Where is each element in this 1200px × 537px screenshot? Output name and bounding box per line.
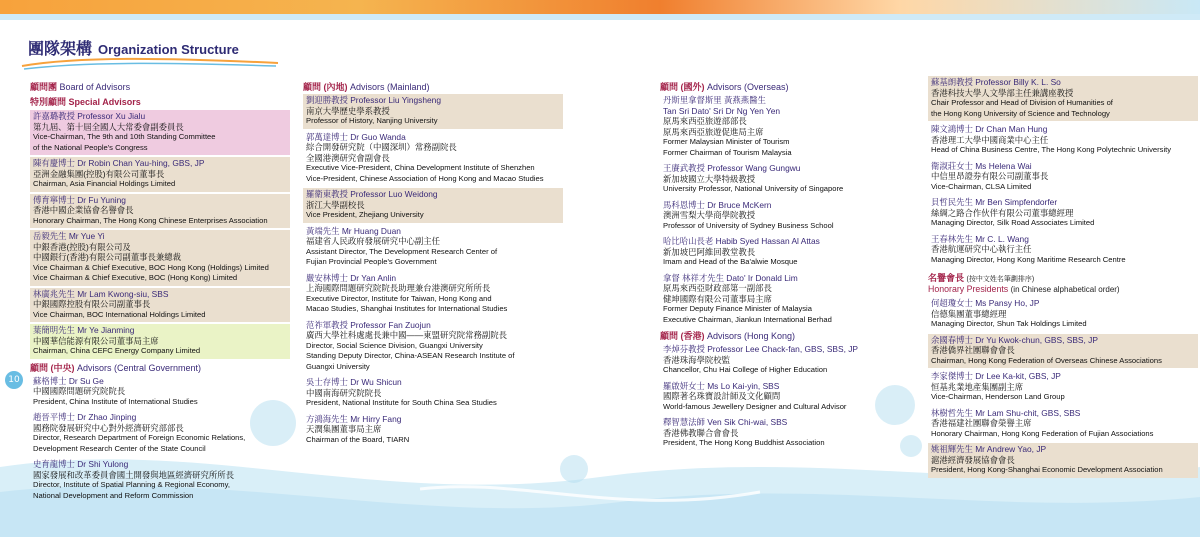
- section-heading: 名譽會長 (按中文姓名筆劃排序): [928, 273, 1035, 283]
- person-title-zh: 香港中國企業協會名譽會長: [33, 205, 134, 215]
- person-entry: [303, 131, 563, 187]
- person-title-zh: 澳洲雪梨大學商學院教授: [663, 210, 756, 220]
- person-title-zh: 廣西大學社科處處長兼中國——東盟研究院常務副院長: [306, 330, 507, 340]
- top-decorative-stripe: [0, 14, 1200, 20]
- person-title-en: Honorary Chairman, The Hong Kong Chinese Enterprises Association: [33, 215, 268, 225]
- person-title-zh: 全國港澳研究會副會長: [306, 152, 390, 163]
- person-title-en: Managing Director, Hong Kong Maritime Research Centre: [931, 254, 1126, 264]
- decorative-bubble: [560, 455, 588, 483]
- person-title-en: Managing Director, Shun Tak Holdings Limited: [931, 319, 1087, 328]
- person-name: 嚴安林博士 Dr Yan Anlin: [306, 272, 396, 283]
- person-title-en: Chairman, Hong Kong Federation of Overseas Chinese Associations: [931, 355, 1162, 365]
- person-name: 羅衛東教授 Professor Luo Weidong: [306, 189, 438, 199]
- person-name: 范祚軍教授 Professor Fan Zuojun: [306, 319, 431, 330]
- title-swoosh-decoration: [20, 54, 280, 72]
- section-heading: 顧問 (國外) Advisors (Overseas): [660, 82, 789, 92]
- person-entry: [928, 233, 1198, 268]
- person-title-en: the Hong Kong University of Science and Technology: [931, 108, 1110, 118]
- person-title-zh: 中國國際問題研究院院長: [33, 386, 126, 396]
- person-entry: [30, 458, 290, 503]
- top-decorative-band: [0, 0, 1200, 14]
- person-name: 黃端先生 Mr Huang Duan: [306, 225, 401, 236]
- person-entry: [30, 110, 290, 155]
- person-entry: [660, 416, 920, 451]
- person-title-zh: 國務院發展研究中心對外經濟研究部部長: [33, 422, 184, 433]
- person-title-zh: 滬港經濟發展協會會長: [931, 454, 1015, 465]
- person-title-en: Fujian Provincial People's Government: [306, 257, 437, 266]
- person-name: 許嘉璐教授 Professor Xu Jialu: [33, 111, 146, 121]
- person-name: 郭萬達博士 Dr Guo Wanda: [306, 131, 406, 142]
- person-title-en: Macao Studies, Shanghai Institutes for International Studies: [306, 304, 508, 313]
- person-name: 史育龍博士 Dr Shi Yulong: [33, 459, 129, 469]
- person-name: 葉簡明先生 Mr Ye Jianming: [33, 325, 135, 335]
- person-title-zh: 新加坡巴阿維回教堂教長: [663, 246, 756, 257]
- person-title-zh: 原馬來西亞旅遊促進局主席: [663, 126, 764, 137]
- person-title-en: Vice-Chairman, CLSA Limited: [931, 181, 1032, 191]
- person-title-zh: 中信里昂證券有限公司副董事長: [931, 171, 1049, 181]
- person-list: [303, 94, 563, 447]
- person-name: 丹斯里拿督斯里 黃燕燕醫生: [663, 95, 766, 105]
- person-name: 陳文鴻博士 Dr Chan Man Hung: [931, 124, 1048, 134]
- person-title-zh: 中銀國際控股有限公司副董事長: [33, 299, 151, 309]
- person-entry: [303, 376, 563, 411]
- person-title-en: Vice-Chairman, Henderson Land Group: [931, 392, 1065, 401]
- person-entry: [30, 288, 290, 323]
- column-4: [928, 76, 1198, 480]
- page-title-zh: 團隊架構: [28, 39, 93, 58]
- person-entry: [928, 370, 1198, 405]
- person-title-en: National Development and Reform Commission: [33, 490, 194, 500]
- person-title-zh: 亞洲金融集團(控股)有限公司董事長: [33, 168, 165, 179]
- person-title-en: World-famous Jewellery Designer and Cultural Advisor: [663, 401, 847, 411]
- person-title-en: Chairman, Asia Financial Holdings Limited: [33, 179, 176, 188]
- person-name: 劉迎勝教授 Professor Liu Yingsheng: [306, 95, 441, 105]
- person-list: [660, 343, 920, 451]
- person-name: 方鴻海先生 Mr Hirry Fang: [306, 413, 402, 424]
- person-title-en: Professor of University of Sydney Business School: [663, 220, 834, 230]
- person-title-en: University Professor, National University of Singapore: [663, 184, 844, 193]
- person-entry: [660, 199, 920, 234]
- person-entry: [928, 160, 1198, 195]
- person-title-zh: 福建省人民政府發展研究中心副主任: [306, 236, 440, 246]
- column-3: [660, 78, 920, 453]
- person-entry: [660, 162, 920, 197]
- person-entry: [303, 225, 563, 270]
- person-title-en: Chairman of the Board, TIARN: [306, 434, 410, 444]
- person-title-zh: 健坤國際有限公司董事局主席: [663, 293, 772, 304]
- column-1: [30, 78, 290, 505]
- person-entry: [928, 76, 1198, 121]
- section-heading: 顧問團 Board of Advisors: [30, 82, 131, 92]
- person-title-en: Vice-Chairman, The 9th and 10th Standing Committee: [33, 132, 216, 141]
- person-title-zh: 信德集團董事總經理: [931, 308, 1007, 319]
- person-title-en: Director, Institute of Spatial Planning & Regional Economy,: [33, 480, 230, 489]
- person-title-en: Chancellor, Chu Hai College of Higher Education: [663, 365, 828, 374]
- subsection-heading: 特別顧問 Special Advisors: [30, 97, 141, 107]
- person-name: 馬科恩博士 Dr Bruce McKern: [663, 199, 772, 210]
- person-title-en: Standing Deputy Director, China-ASEAN Research Institute of: [306, 351, 515, 360]
- person-name: 王賡武教授 Professor Wang Gungwu: [663, 163, 801, 173]
- column-2: [303, 78, 563, 449]
- person-title-zh: 國家發展和改革委員會國土開發與地區經濟研究所所長: [33, 469, 234, 480]
- person-title-zh: 香港科技大學人文學部主任兼講座教授: [931, 87, 1074, 98]
- person-title-zh: 絲綢之路合作伙伴有限公司董事總經理: [931, 207, 1074, 218]
- person-entry: [928, 443, 1198, 478]
- person-entry: [928, 196, 1198, 231]
- person-name: 吳士存博士 Dr Wu Shicun: [306, 377, 402, 387]
- person-title-en: Guangxi University: [306, 361, 370, 371]
- person-entry: [303, 188, 563, 223]
- person-title-zh: 香港福建社團聯會榮譽主席: [931, 418, 1032, 428]
- person-title-en: Former Malaysian Minister of Tourism: [663, 137, 790, 146]
- page-number-badge: 10: [5, 371, 23, 389]
- person-title-zh: 原馬來西亞旅遊部部長: [663, 116, 747, 126]
- person-entry: [928, 407, 1198, 442]
- person-name: 姚祖輝先生 Mr Andrew Yao, JP: [931, 444, 1047, 454]
- person-title-zh: 中國華信能源有限公司董事局主席: [33, 335, 159, 346]
- person-title-zh: 中國銀行(香港)有限公司副董事長兼總裁: [33, 252, 181, 262]
- person-entry: [30, 375, 290, 410]
- person-title-zh: 第九屆、第十屆全國人大常委會副委員長: [33, 121, 184, 132]
- person-entry: [30, 157, 290, 192]
- person-name: 釋智慧法師 Ven Sik Chi-wai, SBS: [663, 417, 788, 427]
- person-title-en: Imam and Head of the Ba'alwie Mosque: [663, 257, 798, 266]
- person-entry: [30, 230, 290, 286]
- person-title-en: of the National People's Congress: [33, 142, 148, 152]
- page-title-en: Organization Structure: [98, 42, 239, 57]
- person-title-zh: 綜合開發研究院（中國深圳）常務副院長: [306, 142, 457, 152]
- person-title-en: Honorary Chairman, Hong Kong Federation of Fujian Associations: [931, 428, 1154, 438]
- person-entry: [30, 194, 290, 229]
- person-title-en: Development Research Center of the State Council: [33, 443, 206, 453]
- person-title-en: Vice Chairman & Chief Executive, BOC (Hong Kong) Limited: [33, 273, 238, 282]
- person-title-en: President, China Institute of International Studies: [33, 396, 198, 406]
- person-entry: [660, 272, 920, 328]
- person-title-en: Executive Vice-President, China Development Institute of Shenzhen: [306, 163, 535, 172]
- person-title-zh: 國際著名珠寶設計師及文化顧問: [663, 391, 781, 401]
- person-title-en: Chairman, China CEFC Energy Company Limited: [33, 346, 201, 355]
- person-title-en: Vice Chairman, BOC International Holdings Limited: [33, 309, 206, 319]
- person-title-en: President, Hong Kong-Shanghai Economic Development Association: [931, 465, 1163, 474]
- person-name: 蘇格博士 Dr Su Ge: [33, 375, 104, 386]
- person-name-en: Tan Sri Dato' Sri Dr Ng Yen Yen: [663, 105, 781, 116]
- person-title-en: Executive Director, Institute for Taiwan, Hong Kong and: [306, 293, 492, 303]
- person-name: 岳毅先生 Mr Yue Yi: [33, 231, 105, 241]
- person-entry: [928, 297, 1198, 332]
- person-title-zh: 香港僑界社團聯會會長: [931, 345, 1015, 355]
- person-name: 傅育寧博士 Dr Fu Yuning: [33, 194, 126, 205]
- person-entry: [928, 334, 1198, 369]
- section-heading: 顧問 (中央) Advisors (Central Government): [30, 362, 202, 373]
- person-entry: [660, 94, 920, 160]
- person-title-zh: 中國南海研究院院長: [306, 387, 382, 398]
- person-entry: [30, 324, 290, 359]
- person-name: 陳有慶博士 Dr Robin Chan Yau-hing, GBS, JP: [33, 158, 205, 168]
- person-title-en: Professor of History, Nanjing University: [306, 116, 438, 125]
- person-title-zh: 原馬來西亞財政部第一副部長: [663, 283, 772, 293]
- honorary-heading: Honorary Presidents (in Chinese alphabetical order): [928, 284, 1120, 294]
- person-title-en: Vice-President, Chinese Association of Hong Kong and Macao Studies: [306, 173, 544, 183]
- person-title-en: Chair Professor and Head of Division of Humanities of: [931, 98, 1113, 107]
- person-title-zh: 天潤集團董事局主席: [306, 424, 382, 434]
- person-name: 羅啟妍女士 Ms Lo Kai-yin, SBS: [663, 380, 780, 391]
- person-title-en: Executive Chairman, Jiankun International Berhad: [663, 314, 832, 324]
- person-entry: [303, 413, 563, 448]
- person-entry: [660, 235, 920, 270]
- person-title-zh: 上海國際問題研究院院長助理兼台港澳研究所所長: [306, 283, 491, 293]
- person-entry: [660, 380, 920, 415]
- person-name: 余國春博士 Dr Yu Kwok-chun, GBS, SBS, JP: [931, 334, 1098, 345]
- person-name: 何超瓊女士 Ms Pansy Ho, JP: [931, 298, 1040, 308]
- person-name: 李家傑博士 Dr Lee Ka-kit, GBS, JP: [931, 371, 1061, 381]
- person-title-en: Former Deputy Finance Minister of Malaysia: [663, 304, 812, 313]
- section-heading: 顧問 (香港) Advisors (Hong Kong): [660, 331, 796, 341]
- person-title-en: President, National Institute for South China Sea Studies: [306, 398, 497, 407]
- person-title-zh: 恒基兆業地產集團副主席: [931, 381, 1024, 392]
- person-title-zh: 香港珠海學院校監: [663, 354, 730, 365]
- person-title-en: Vice Chairman & Chief Executive, BOC Hong Kong (Holdings) Limited: [33, 262, 269, 272]
- person-title-en: President, The Hong Kong Buddhist Association: [663, 438, 825, 447]
- person-name: 李焯芬教授 Professor Lee Chack-fan, GBS, SBS, JP: [663, 344, 859, 354]
- person-title-zh: 香港航運研究中心執行主任: [931, 244, 1032, 254]
- person-title-en: Head of China Business Centre, The Hong Kong Polytechnic University: [931, 145, 1172, 154]
- section-heading: 顧問 (內地) Advisors (Mainland): [303, 82, 430, 92]
- person-entry: [303, 319, 563, 375]
- person-name: 蘇基朗教授 Professor Billy K. L. So: [931, 77, 1061, 87]
- person-name: 林廣兆先生 Mr Lam Kwong-siu, SBS: [33, 288, 169, 299]
- person-name: 王春林先生 Mr C. L. Wang: [931, 233, 1029, 244]
- person-title-zh: 浙江大學副校長: [306, 199, 365, 210]
- person-title-en: Vice President, Zhejiang University: [306, 210, 424, 219]
- person-title-zh: 南京大學歷史學系教授: [306, 105, 390, 116]
- person-list: [30, 375, 290, 504]
- person-name: 哈比哈山長老 Habib Syed Hassan Al Attas: [663, 236, 820, 246]
- person-entry: [30, 411, 290, 456]
- person-title-en: Assistant Director, The Development Research Center of: [306, 246, 498, 256]
- person-entry: [660, 343, 920, 378]
- person-list: [928, 76, 1198, 267]
- person-title-en: Former Chairman of Tourism Malaysia: [663, 147, 792, 157]
- person-name: 趙晉平博士 Dr Zhao Jinping: [33, 412, 137, 422]
- person-title-zh: 香港理工大學中國商業中心主任: [931, 134, 1049, 145]
- person-name: 貝哲民先生 Mr Ben Simpfendorfer: [931, 197, 1058, 207]
- person-title-en: Director, Social Science Division, Guangxi University: [306, 340, 483, 350]
- person-entry: [928, 123, 1198, 158]
- person-name: 拿督 林祥才先生 Dato' Ir Donald Lim: [663, 272, 798, 283]
- person-title-en: Director, Research Department of Foreign Economic Relations,: [33, 433, 246, 442]
- person-list: [30, 110, 290, 359]
- person-name: 衛淑莊女士 Ms Helena Wai: [931, 160, 1032, 171]
- person-list: [928, 297, 1198, 478]
- person-entry: [303, 94, 563, 129]
- person-title-zh: 香港佛教聯合會會長: [663, 427, 739, 438]
- person-entry: [303, 272, 563, 317]
- person-title-en: Managing Director, Silk Road Associates Limited: [931, 218, 1095, 227]
- person-list: [660, 94, 920, 327]
- person-title-zh: 新加坡國立大學特級教授: [663, 173, 756, 184]
- person-title-zh: 中銀香港(控股)有限公司及: [33, 241, 131, 252]
- person-name: 林樹哲先生 Mr Lam Shu-chit, GBS, SBS: [931, 407, 1081, 418]
